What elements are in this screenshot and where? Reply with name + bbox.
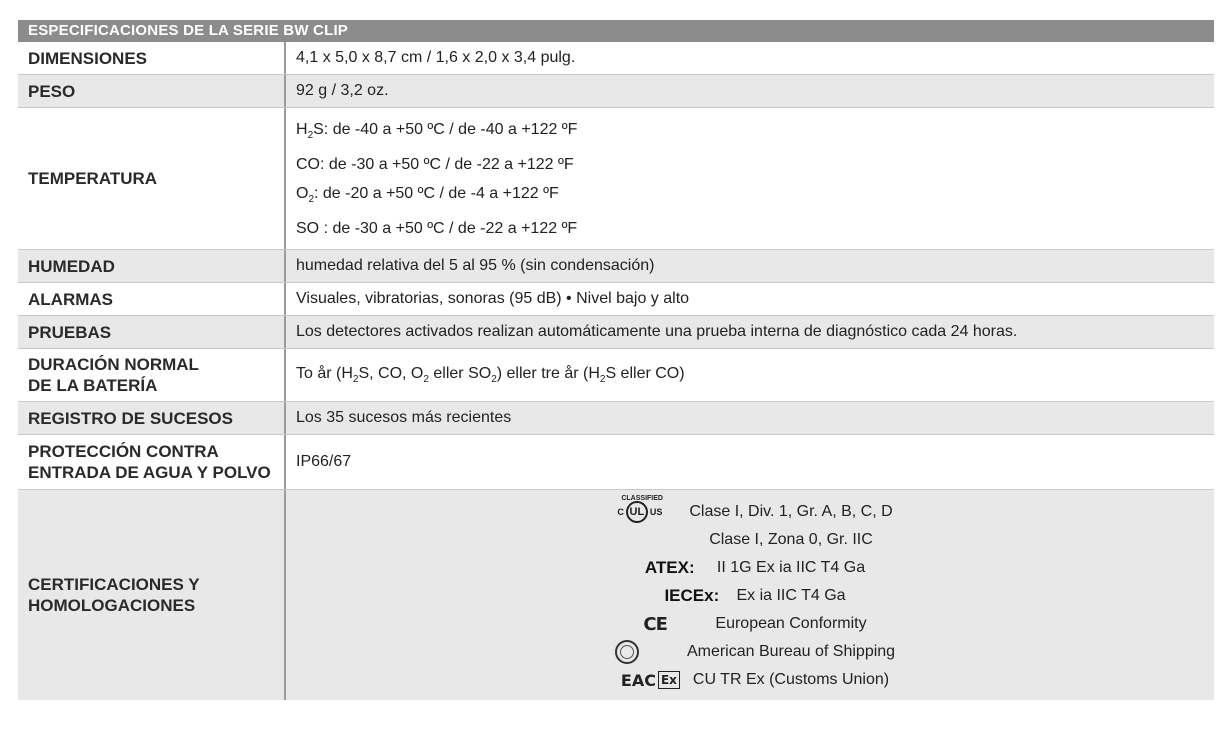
row-value: 4,1 x 5,0 x 8,7 cm / 1,6 x 2,0 x 3,4 pulg. <box>284 42 1214 74</box>
row-peso <box>18 75 1214 108</box>
row-label: DIMENSIONES <box>28 48 148 68</box>
temp-line-h2s: $H_2S$: de -40 a +50 ºC / de -40 a +122 ºF <box>296 120 578 141</box>
temp-line-o2: $O_2$: de -20 a +50 ºC / de -4 a +122 ºF <box>296 184 559 205</box>
row-humedad <box>18 250 1214 283</box>
row-label: REGISTRO DE SUCESOS <box>28 408 233 428</box>
table-header: ESPECIFICACIONES DE LA SERIE BW CLIP <box>18 20 1214 42</box>
temp-line-co: CO: de -30 a +50 ºC / de -22 a +122 ºF <box>296 155 574 173</box>
row-pruebas <box>18 316 1214 349</box>
row-value <box>284 108 1214 249</box>
row-label: TEMPERATURA <box>28 169 158 188</box>
row-label: PESO <box>28 81 76 101</box>
eac-ex-icon: EAC Ex <box>621 671 693 690</box>
row-alarmas <box>18 283 1214 316</box>
cert-iecex: IECEx: Ex ia IIC T4 Ga <box>664 586 846 605</box>
row-value: IP66/67 <box>284 435 1214 489</box>
row-value: To år ($H_2S$, CO, $O_2$ eller $SO_2$) eller tre år ($H_2S$ eller CO) <box>284 349 1214 401</box>
cert-ul-line2: Clase I, Zona 0, Gr. IIC <box>709 531 873 548</box>
row-label: CERTIFICACIONES Y HOMOLOGACIONES <box>28 575 200 615</box>
cert-ul: CLASSIFIED C UL US Clase I, Div. 1, Gr. A, B, C, D <box>617 498 892 526</box>
cert-list <box>284 490 1214 700</box>
row-dimensiones <box>18 42 1214 75</box>
row-value: humedad relativa del 5 al 95 % (sin condensación) <box>284 250 1214 282</box>
cert-abs: American Bureau of Shipping <box>615 638 895 666</box>
row-temperatura <box>18 108 1214 250</box>
row-proteccion <box>18 435 1214 490</box>
row-label: PRUEBAS <box>28 322 112 342</box>
row-bateria <box>18 349 1214 402</box>
row-certificaciones <box>18 490 1214 700</box>
ce-icon: CE <box>643 613 667 635</box>
row-label: HUMEDAD <box>28 256 115 276</box>
row-label: ALARMAS <box>28 289 113 309</box>
spec-table <box>18 20 1214 700</box>
temp-line-so: SO : de -30 a +50 ºC / de -22 a +122 ºF <box>296 219 578 237</box>
row-label: PROTECCIÓN CONTRA ENTRADA DE AGUA Y POLVO <box>28 442 271 482</box>
cert-eac: EAC Ex CU TR Ex (Customs Union) <box>620 670 890 690</box>
cert-ce: CE European Conformity <box>643 613 867 635</box>
row-value: 92 g / 3,2 oz. <box>284 75 1214 107</box>
row-value: Los detectores activados realizan automáticamente una prueba interna de diagnóstico cada 24 horas. <box>284 316 1214 348</box>
ul-classified-icon: CLASSIFIED C UL US <box>617 501 689 523</box>
abs-seal-icon <box>615 640 687 664</box>
row-value: Los 35 sucesos más recientes <box>284 402 1214 434</box>
row-value: Visuales, vibratorias, sonoras (95 dB) • Nivel bajo y alto <box>284 283 1214 315</box>
cert-atex: ATEX: II 1G Ex ia IIC T4 Ga <box>644 558 866 577</box>
row-registro <box>18 402 1214 435</box>
row-label: DURACIÓN NORMAL DE LA BATERÍA <box>28 355 199 395</box>
